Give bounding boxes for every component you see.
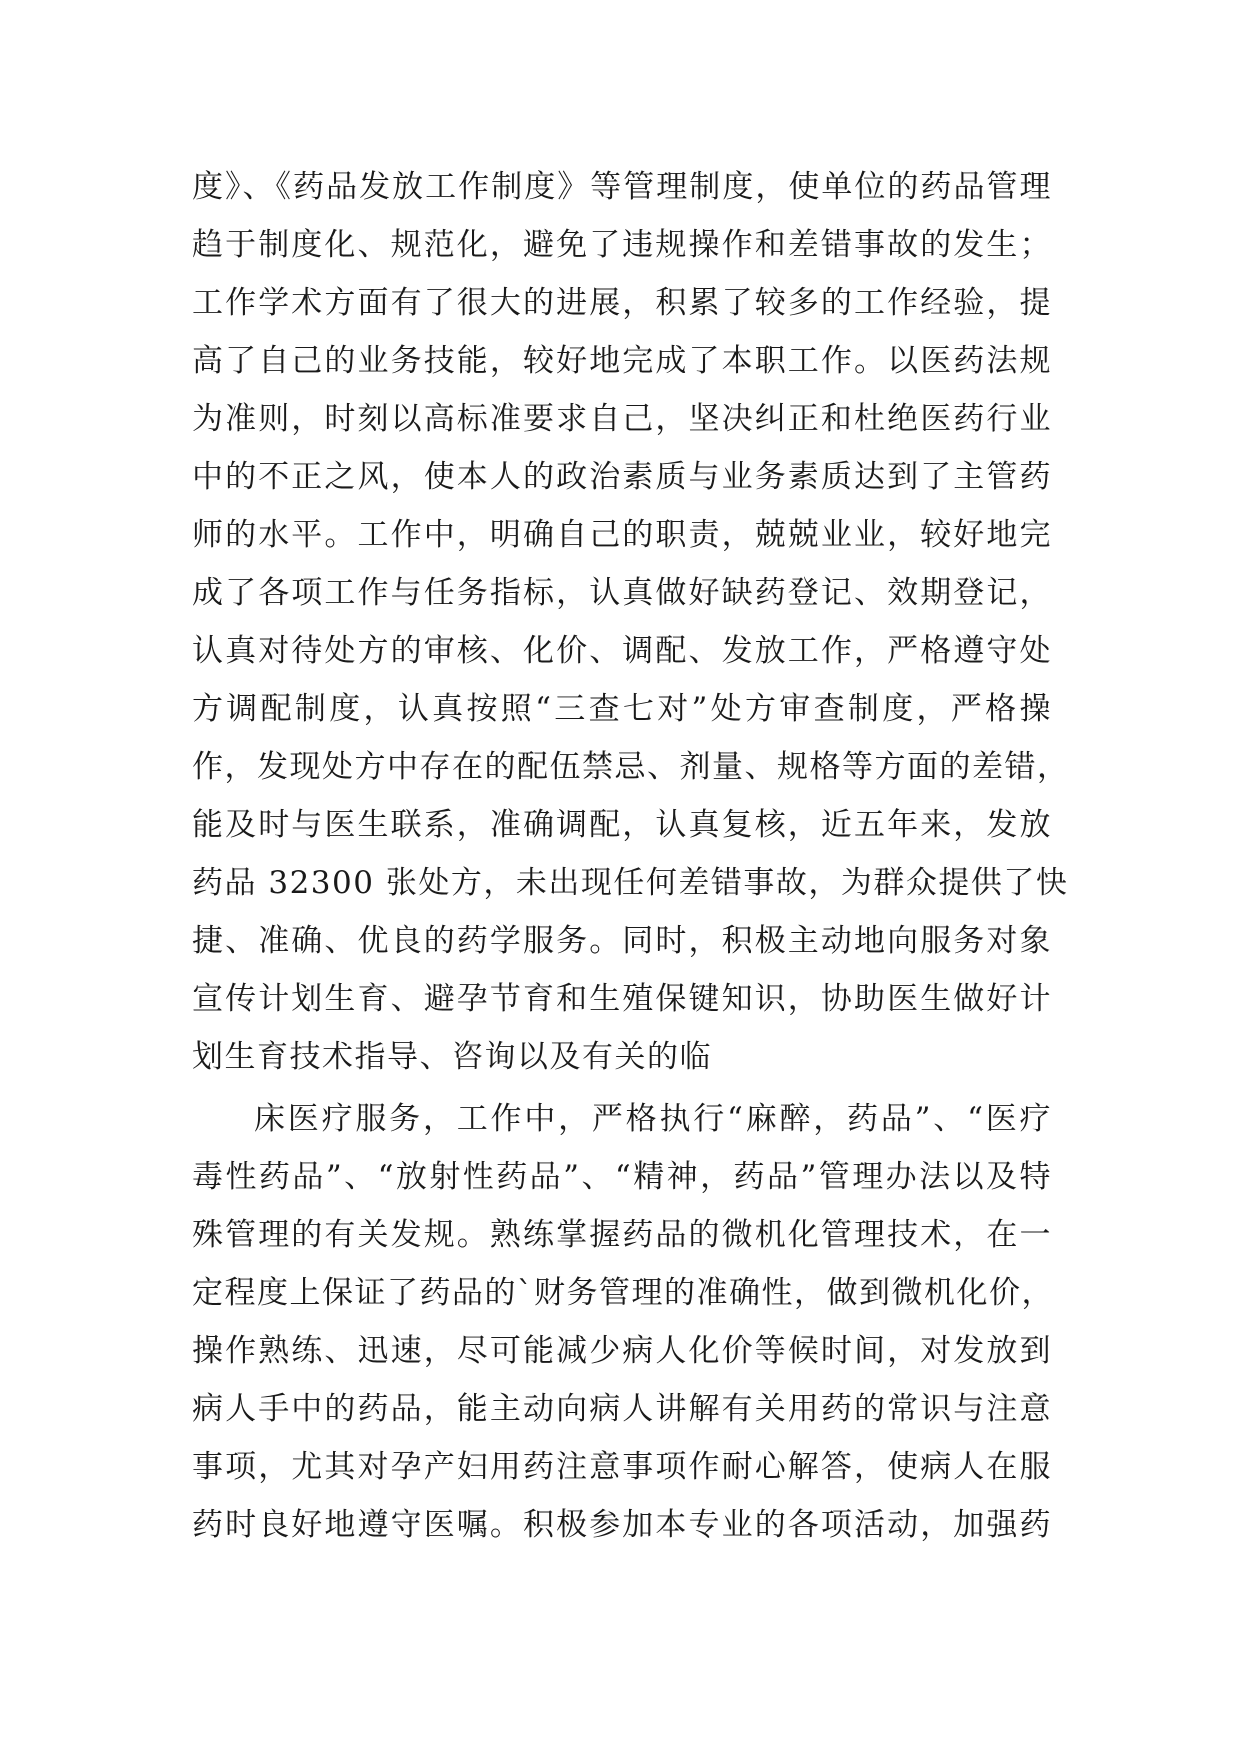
text-line: 度》、《药品发放工作制度》等管理制度，使单位的药品管理 (192, 169, 1052, 205)
paragraph-1 (192, 158, 1070, 1086)
text-line: 能及时与医生联系，准确调配，认真复核，近五年来，发放 (192, 807, 1052, 843)
text-line: 师的水平。工作中，明确自己的职责，兢兢业业，较好地完 (192, 517, 1052, 553)
text-line: 高了自己的业务技能，较好地完成了本职工作。以医药法规 (192, 343, 1052, 379)
text-line: 药品 32300 张处方，未出现任何差错事故，为群众提供了快 (192, 865, 1069, 901)
text-line: 定程度上保证了药品的`财务管理的准确性，做到微机化价， (192, 1275, 1054, 1311)
text-line: 殊管理的有关发规。熟练掌握药品的微机化管理技术，在一 (192, 1217, 1052, 1253)
text-line: 认真对待处方的审核、化价、调配、发放工作，严格遵守处 (192, 633, 1052, 669)
text-line: 方调配制度，认真按照“三查七对”处方审查制度，严格操 (192, 691, 1052, 727)
text-line: 捷、准确、优良的药学服务。同时，积极主动地向服务对象 (192, 923, 1052, 959)
text-line: 趋于制度化、规范化，避免了违规操作和差错事故的发生； (192, 227, 1052, 263)
text-line: 宣传计划生育、避孕节育和生殖保键知识，协助医生做好计 (192, 981, 1052, 1017)
text-line: 工作学术方面有了很大的进展，积累了较多的工作经验，提 (192, 285, 1052, 321)
text-line: 成了各项工作与任务指标，认真做好缺药登记、效期登记， (192, 575, 1052, 611)
text-line: 划生育技术指导、咨询以及有关的临 (192, 1039, 712, 1075)
text-line: 床医疗服务，工作中，严格执行“麻醉，药品”、“医疗 (254, 1101, 1052, 1137)
text-line: 事项，尤其对孕产妇用药注意事项作耐心解答，使病人在服 (192, 1449, 1052, 1485)
text-line: 药时良好地遵守医嘱。积极参加本专业的各项活动，加强药 (192, 1507, 1052, 1543)
text-line: 作，发现处方中存在的配伍禁忌、剂量、规格等方面的差错， (192, 749, 1070, 785)
text-line: 操作熟练、迅速，尽可能减少病人化价等候时间，对发放到 (192, 1333, 1052, 1369)
text-line: 为准则，时刻以高标准要求自己，坚决纠正和杜绝医药行业 (192, 401, 1052, 437)
text-line: 毒性药品”、“放射性药品”、“精神，药品”管理办法以及特 (192, 1159, 1052, 1195)
text-line: 中的不正之风，使本人的政治素质与业务素质达到了主管药 (192, 459, 1052, 495)
paragraph-2 (192, 1090, 1052, 1554)
text-line: 病人手中的药品，能主动向病人讲解有关用药的常识与注意 (192, 1391, 1052, 1427)
